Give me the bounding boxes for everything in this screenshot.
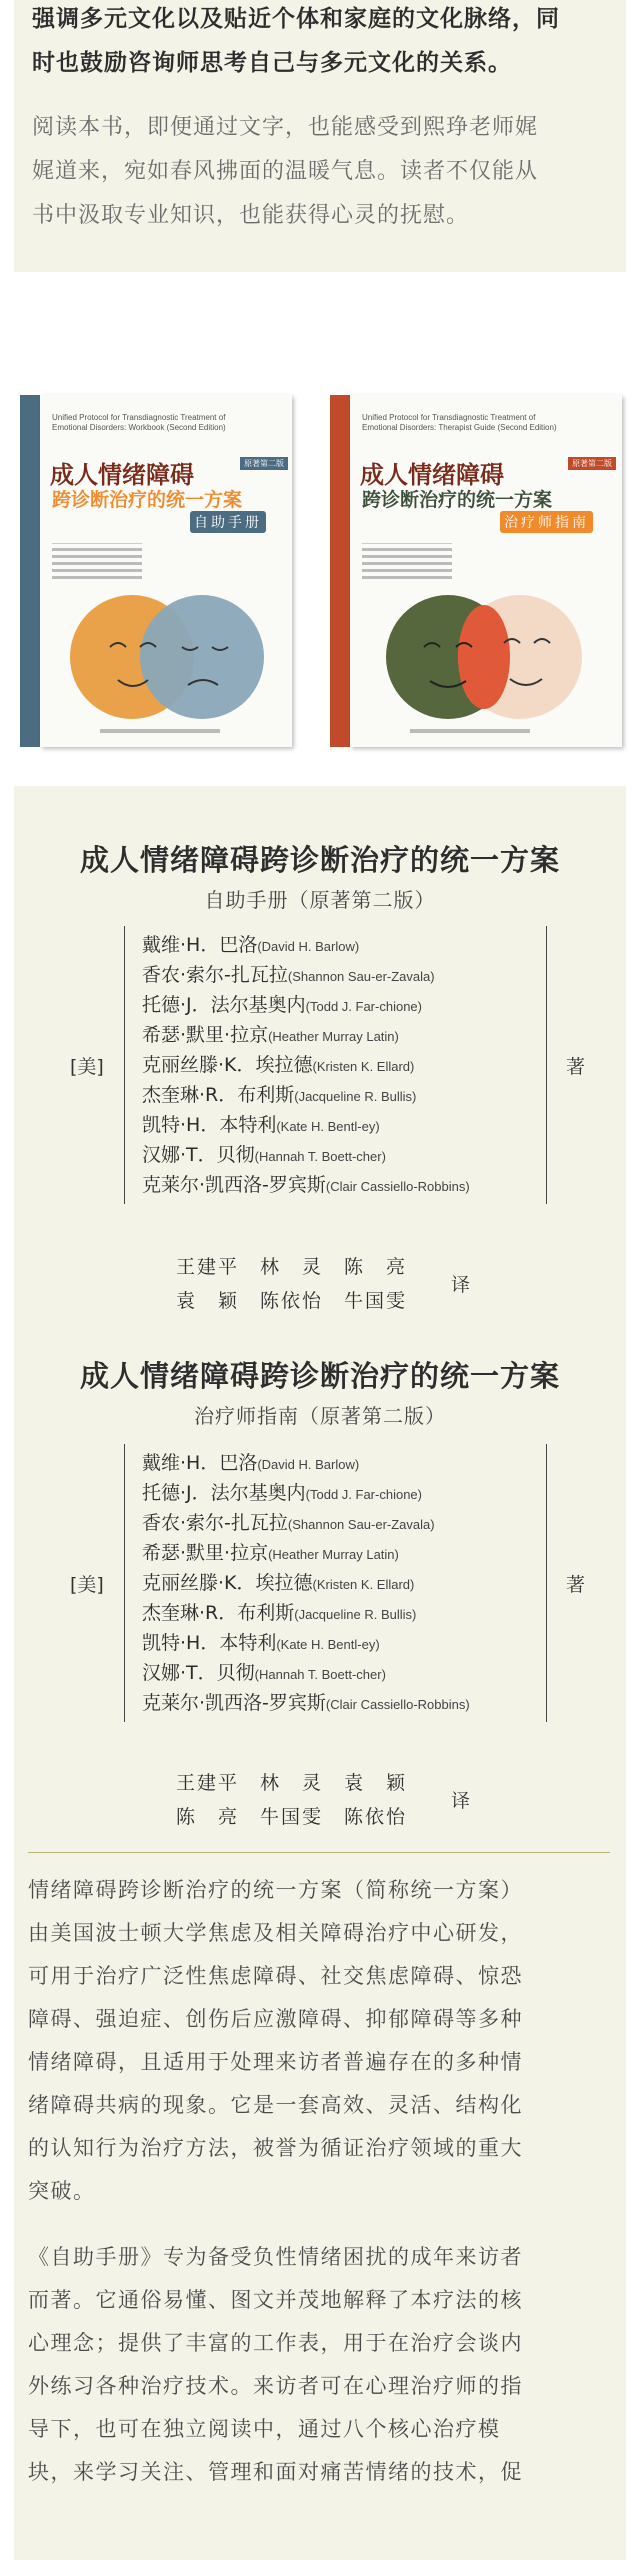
cover-badge: 治疗师指南 [500,511,593,533]
description-line: 由美国波士顿大学焦虑及相关障碍治疗中心研发， [28,1921,523,1945]
author-line: 杰奎琳·R．布利斯(Jacqueline R. Bullis) [142,1084,417,1106]
book2-subtitle: 治疗师指南（原著第二版） [194,1404,446,1428]
cover-authors-block [362,543,452,588]
nationality-label: [美] [70,1574,104,1596]
description-line: 情绪障碍跨诊断治疗的统一方案（简称统一方案） [28,1878,523,1902]
book-spine [20,395,40,747]
cover-subtitle: 跨诊断治疗的统一方案 [362,489,553,511]
translator-suffix: 译 [451,1790,471,1812]
author-line: 托德·J．法尔基奥内(Todd J. Far-chione) [142,1482,422,1504]
author-bracket-right [546,1444,547,1722]
description-line: 绪障碍共病的现象。它是一套高效、灵活、结构化 [28,2093,523,2117]
book-info-panel [14,786,626,2560]
description-line: 外练习各种治疗技术。来访者可在心理治疗师的指 [28,2374,523,2398]
book-cover-therapist-guide[interactable] [330,395,622,747]
book-spine [330,395,350,747]
faces-illustration [70,585,270,725]
author-line: 克丽丝滕·K．埃拉德(Kristen K. Ellard) [142,1572,415,1594]
translators-line: 王建平 林 灵 袁 颖 [176,1772,408,1794]
author-line: 香农·索尔-扎瓦拉(Shannon Sau-er-Zavala) [142,1512,435,1534]
description-line: 《自助手册》专为备受负性情绪困扰的成年来访者 [28,2245,523,2269]
description-line: 障碍、强迫症、创伤后应激障碍、抑郁障碍等多种 [28,2007,523,2031]
translators-line: 陈 亮 牛国雯 陈依怡 [176,1806,408,1828]
author-line: 杰奎琳·R．布利斯(Jacqueline R. Bullis) [142,1602,417,1624]
intro-text-line: 书中汲取专业知识，也能获得心灵的抚慰。 [32,203,470,228]
description-line: 而著。它通俗易懂、图文并茂地解释了本疗法的核 [28,2288,523,2312]
author-line: 汉娜·T．贝彻(Hannah T. Boett-cher) [142,1144,386,1166]
intro-card [14,0,626,272]
faces-illustration [380,585,600,725]
author-bracket-left [124,1444,125,1722]
author-line: 克丽丝滕·K．埃拉德(Kristen K. Ellard) [142,1054,415,1076]
translators-line: 袁 颖 陈依怡 牛国雯 [176,1290,408,1312]
intro-bold-line: 强调多元文化以及贴近个体和家庭的文化脉络，同 [32,6,560,32]
author-line: 克莱尔·凯西洛-罗宾斯(Clair Cassiello-Robbins) [142,1692,470,1714]
cover-face [350,395,622,747]
cover-english-title: Unified Protocol for Transdiagnostic Treatment of Emotional Disorders: Therapist Guide (Second Edition) [362,413,557,432]
edition-badge: 原著第二版 [568,457,616,470]
translators-line: 王建平 林 灵 陈 亮 [176,1256,408,1278]
description-line: 心理念；提供了丰富的工作表，用于在治疗会谈内 [28,2331,523,2355]
description-line: 突破。 [28,2179,96,2203]
cover-english-title: Unified Protocol for Transdiagnostic Treatment of Emotional Disorders: Workbook (Second Edition) [52,413,226,432]
author-line: 凯特·H．本特利(Kate H. Bentl-ey) [142,1632,380,1654]
author-line: 克莱尔·凯西洛-罗宾斯(Clair Cassiello-Robbins) [142,1174,470,1196]
author-line: 希瑟·默里·拉京(Heather Murray Latin) [142,1542,399,1564]
intro-text-line: 阅读本书，即便通过文字，也能感受到熙琤老师娓 [32,115,539,140]
book-cover-workbook[interactable] [20,395,292,747]
cover-badge: 自助手册 [190,511,266,533]
author-line: 戴维·H．巴洛(David H. Barlow) [142,934,360,956]
description-line: 可用于治疗广泛性焦虑障碍、社交焦虑障碍、惊恐 [28,1964,523,1988]
author-line: 汉娜·T．贝彻(Hannah T. Boett-cher) [142,1662,386,1684]
intro-bold-line: 时也鼓励咨询师思考自己与多元文化的关系。 [32,50,512,76]
cover-face [40,395,292,747]
author-suffix: 著 [566,1574,586,1596]
cover-title: 成人情绪障碍 [360,461,504,489]
book1-title: 成人情绪障碍跨诊断治疗的统一方案 [79,843,560,877]
author-line: 希瑟·默里·拉京(Heather Murray Latin) [142,1024,399,1046]
author-bracket-right [546,926,547,1204]
section-divider [28,1852,610,1853]
description-line: 情绪障碍，且适用于处理来访者普遍存在的多种情 [28,2050,523,2074]
description-line: 块，来学习关注、管理和面对痛苦情绪的技术，促 [28,2460,523,2484]
description-line: 的认知行为治疗方法，被誉为循证治疗领域的重大 [28,2136,523,2160]
author-line: 凯特·H．本特利(Kate H. Bentl-ey) [142,1114,380,1136]
author-line: 戴维·H．巴洛(David H. Barlow) [142,1452,360,1474]
author-suffix: 著 [566,1056,586,1078]
intro-text-line: 娓道来，宛如春风拂面的温暖气息。读者不仅能从 [32,159,539,184]
author-line: 香农·索尔-扎瓦拉(Shannon Sau-er-Zavala) [142,964,435,986]
book1-subtitle: 自助手册（原著第二版） [204,888,436,912]
author-line: 托德·J．法尔基奥内(Todd J. Far-chione) [142,994,422,1016]
translator-suffix: 译 [451,1274,471,1296]
cover-title: 成人情绪障碍 [50,461,194,489]
author-bracket-left [124,926,125,1204]
edition-badge: 原著第二版 [240,457,288,470]
book2-title: 成人情绪障碍跨诊断治疗的统一方案 [79,1359,560,1393]
cover-authors-block [52,543,142,588]
description-line: 导下，也可在独立阅读中，通过八个核心治疗模 [28,2417,501,2441]
cover-subtitle: 跨诊断治疗的统一方案 [52,489,243,511]
nationality-label: [美] [70,1056,104,1078]
